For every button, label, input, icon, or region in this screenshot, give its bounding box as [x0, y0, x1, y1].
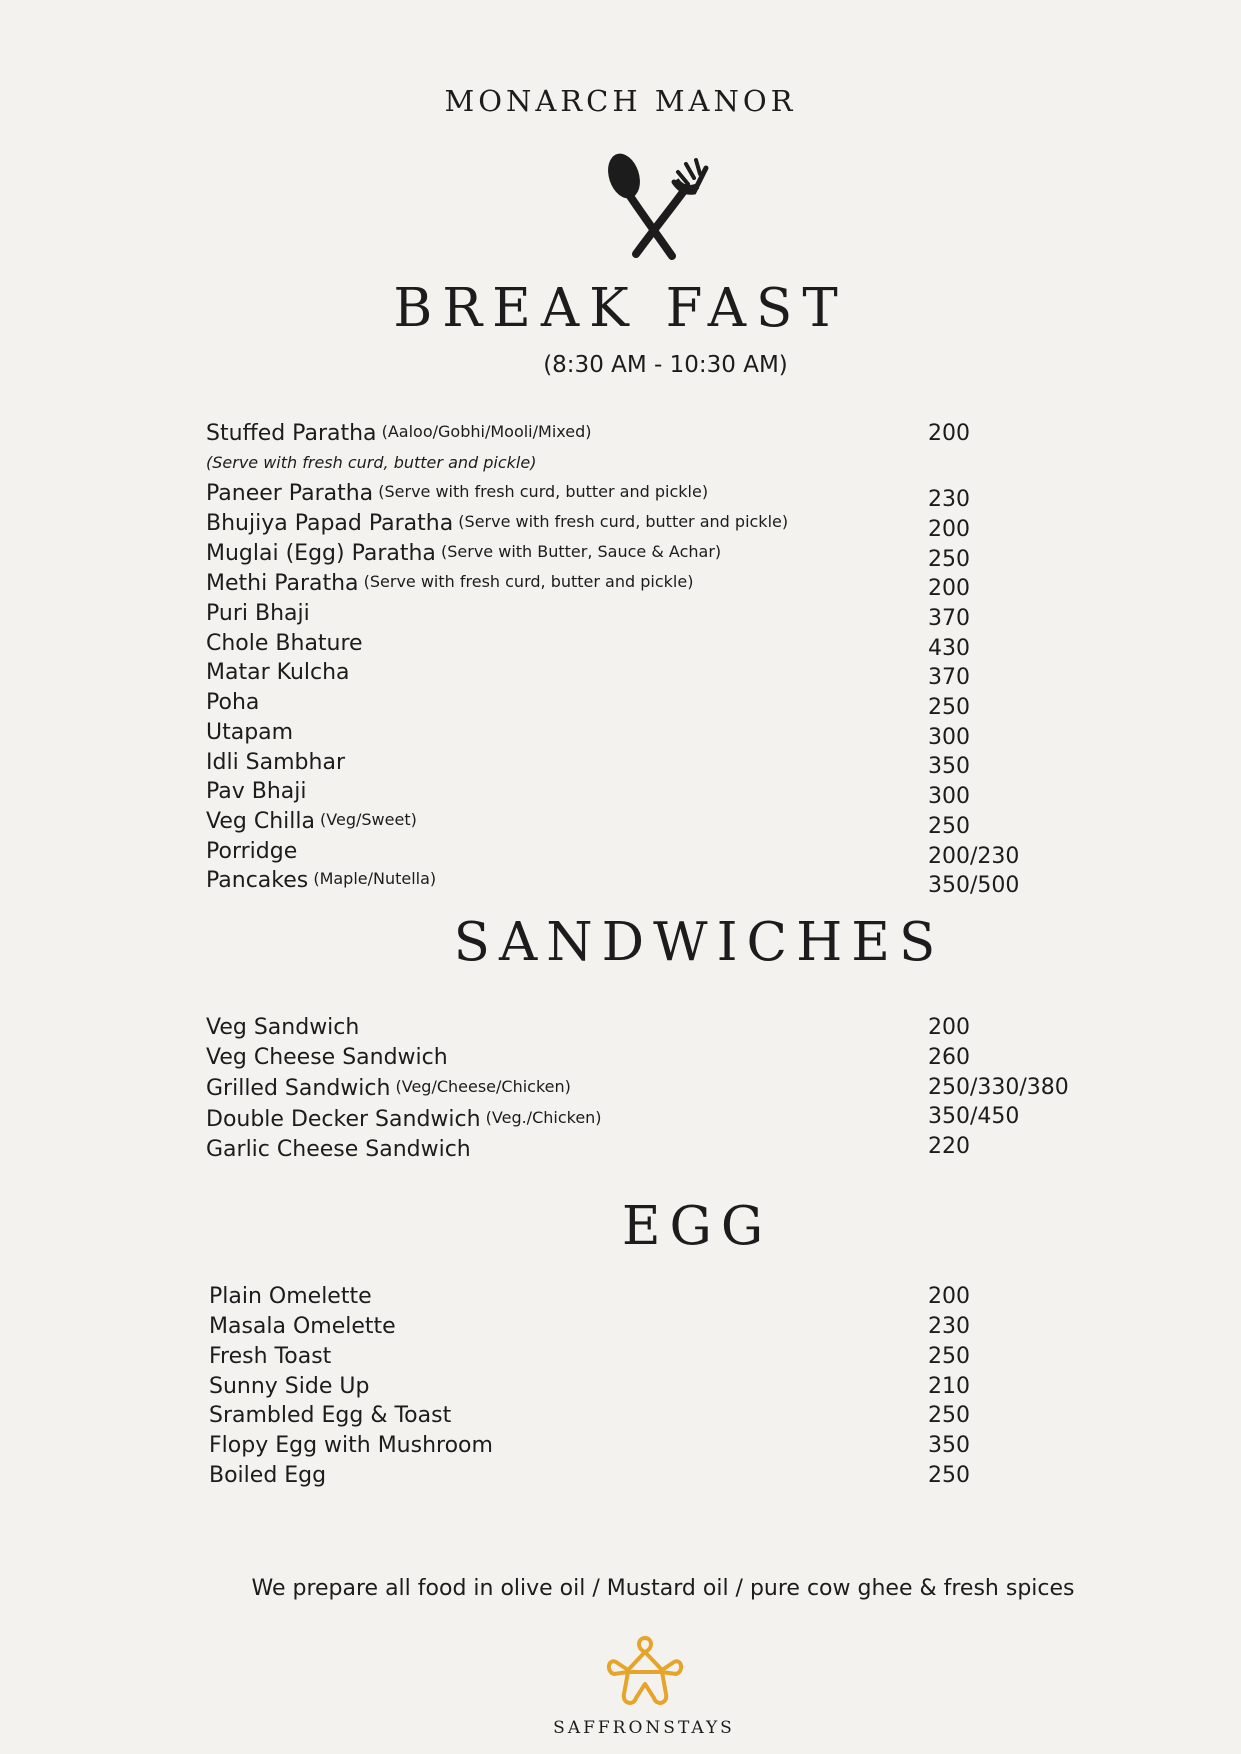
menu-item-label: Paneer Paratha — [206, 481, 374, 506]
menu-item-price: 250 — [928, 695, 970, 720]
menu-item-name — [206, 421, 591, 446]
menu-item-name — [206, 868, 436, 893]
menu-item-name — [206, 571, 693, 596]
menu-item-price: 260 — [928, 1045, 970, 1070]
menu-item-price: 200 — [928, 517, 970, 542]
menu-item-label: Veg Cheese Sandwich — [206, 1045, 448, 1070]
menu-item-name — [206, 1076, 571, 1101]
menu-item-price: 230 — [928, 487, 970, 512]
menu-item-label: Masala Omelette — [209, 1314, 396, 1339]
menu-item-label: Veg Chilla — [206, 809, 315, 834]
menu-item-label: Muglai (Egg) Paratha — [206, 541, 436, 566]
menu-item-label: Boiled Egg — [209, 1463, 327, 1488]
menu-item-label: Srambled Egg & Toast — [209, 1403, 452, 1428]
menu-item-name — [209, 1433, 493, 1458]
menu-item-name — [206, 541, 721, 566]
menu-item-name — [206, 660, 350, 685]
menu-item-name — [206, 1107, 602, 1132]
menu-item-price: 350 — [928, 754, 970, 779]
menu-item-price: 250 — [928, 1403, 970, 1428]
menu-item-note: (Veg/Cheese/Chicken) — [390, 1077, 571, 1096]
menu-item-label: Matar Kulcha — [206, 660, 350, 685]
menu-item-price: 300 — [928, 725, 970, 750]
menu-item-name — [206, 1045, 448, 1070]
menu-item-label: Pav Bhaji — [206, 779, 307, 804]
menu-item-label: Grilled Sandwich — [206, 1076, 391, 1101]
menu-item-name — [209, 1403, 451, 1428]
menu-item-label: Porridge — [206, 839, 298, 864]
menu-item-note: (Serve with fresh curd, butter and pickle) — [453, 512, 789, 531]
menu-item-label: Idli Sambhar — [206, 750, 345, 775]
menu-item-note: (Serve with Butter, Sauce & Achar) — [435, 542, 722, 561]
spoon-and-fork-icon — [600, 152, 712, 262]
menu-item-note: (Veg/Sweet) — [314, 810, 417, 829]
menu-item-label: Veg Sandwich — [206, 1015, 360, 1040]
menu-item-label: Bhujiya Papad Paratha — [206, 511, 454, 536]
menu-item-note: (Aaloo/Gobhi/Mooli/Mixed) — [376, 422, 592, 441]
menu-item-price: 370 — [928, 665, 970, 690]
menu-item-label: Chole Bhature — [206, 631, 363, 656]
menu-item-price: 250 — [928, 814, 970, 839]
menu-item-label: Pancakes — [206, 868, 309, 893]
menu-item-note: (Serve with fresh curd, butter and pickle) — [358, 572, 694, 591]
menu-item-note: (Veg./Chicken) — [480, 1108, 602, 1127]
footer-note: We prepare all food in olive oil / Mustard oil / pure cow ghee & fresh spices — [251, 1576, 1075, 1601]
menu-item-price: 230 — [928, 1314, 970, 1339]
menu-item-price: 250 — [928, 1463, 970, 1488]
menu-item-name — [206, 690, 259, 715]
saffronstays-logo-icon — [604, 1632, 686, 1712]
stuffed-paratha-subnote: (Serve with fresh curd, butter and pickle) — [206, 453, 537, 472]
menu-item-price: 210 — [928, 1374, 970, 1399]
menu-item-label: Plain Omelette — [209, 1284, 372, 1309]
menu-item-label: Utapam — [206, 720, 294, 745]
menu-item-price: 200 — [928, 1015, 970, 1040]
menu-item-name — [206, 511, 788, 536]
menu-item-price: 350/450 — [928, 1104, 1020, 1129]
menu-item-name — [206, 1137, 471, 1162]
menu-item-label: Double Decker Sandwich — [206, 1107, 481, 1132]
menu-item-price: 220 — [928, 1134, 970, 1159]
menu-item-price: 200 — [928, 421, 970, 446]
menu-item-name — [209, 1314, 396, 1339]
menu-item-price: 250/330/380 — [928, 1075, 1069, 1100]
menu-item-price: 370 — [928, 606, 970, 631]
menu-item-price: 350/500 — [928, 873, 1020, 898]
egg-title: EGG — [621, 1196, 773, 1257]
breakfast-title: BREAK FAST — [393, 278, 848, 339]
breakfast-timing: (8:30 AM - 10:30 AM) — [543, 352, 788, 378]
menu-item-label: Stuffed Paratha — [206, 421, 377, 446]
menu-item-name — [206, 750, 345, 775]
menu-item-price: 250 — [928, 1344, 970, 1369]
menu-item-price: 430 — [928, 636, 970, 661]
menu-item-note: (Maple/Nutella) — [308, 869, 437, 888]
menu-item-name — [206, 779, 307, 804]
menu-item-note: (Serve with fresh curd, butter and pickle) — [373, 482, 709, 501]
menu-item-name — [206, 1015, 359, 1040]
menu-item-name — [206, 809, 417, 834]
menu-item-price: 200/230 — [928, 844, 1020, 869]
menu-item-name — [209, 1374, 369, 1399]
menu-item-price: 300 — [928, 784, 970, 809]
saffronstays-logo-text: SAFFRONSTAYS — [553, 1718, 735, 1738]
menu-item-label: Puri Bhaji — [206, 601, 310, 626]
menu-item-label: Flopy Egg with Mushroom — [209, 1433, 493, 1458]
sandwiches-title: SANDWICHES — [453, 912, 945, 973]
menu-item-price: 250 — [928, 547, 970, 572]
brand-name: MONARCH MANOR — [444, 84, 797, 118]
menu-item-name — [209, 1284, 372, 1309]
menu-item-price: 200 — [928, 576, 970, 601]
menu-item-name — [209, 1463, 326, 1488]
menu-item-label: Garlic Cheese Sandwich — [206, 1137, 471, 1162]
menu-item-label: Methi Paratha — [206, 571, 359, 596]
menu-item-name — [206, 481, 708, 506]
menu-item-label: Poha — [206, 690, 260, 715]
menu-item-price: 350 — [928, 1433, 970, 1458]
menu-item-label: Sunny Side Up — [209, 1374, 370, 1399]
menu-item-name — [206, 839, 297, 864]
menu-item-price: 200 — [928, 1284, 970, 1309]
menu-item-label: Fresh Toast — [209, 1344, 332, 1369]
menu-item-name — [209, 1344, 331, 1369]
menu-item-name — [206, 631, 363, 656]
menu-item-name — [206, 720, 293, 745]
menu-item-name — [206, 601, 310, 626]
